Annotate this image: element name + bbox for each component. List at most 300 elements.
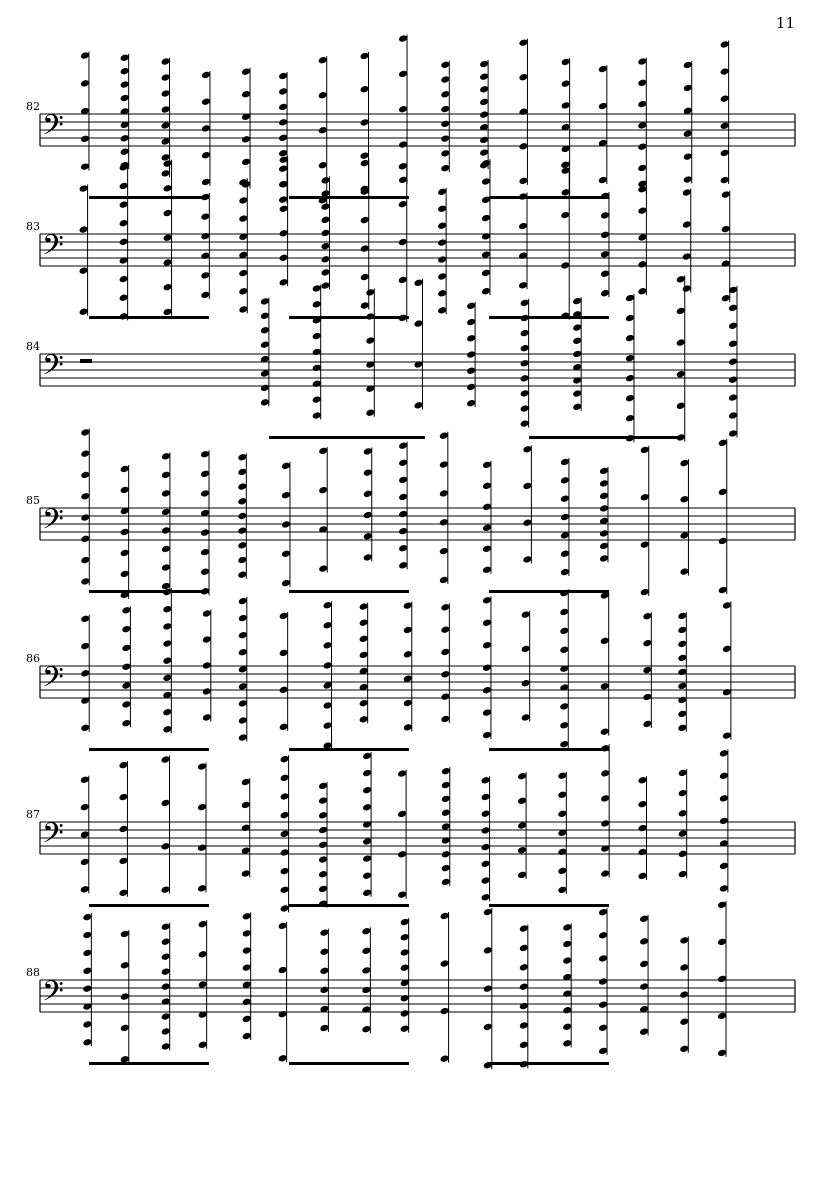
notehead	[398, 476, 408, 485]
notehead	[120, 930, 130, 939]
notehead	[720, 176, 730, 185]
notehead	[82, 1020, 92, 1029]
notehead	[403, 723, 413, 732]
notehead	[161, 755, 171, 764]
notehead	[201, 151, 211, 160]
beam	[489, 316, 609, 319]
notehead	[557, 771, 567, 780]
notehead	[278, 1010, 288, 1019]
notehead	[642, 612, 652, 621]
bass-clef-icon: 𝄢	[42, 975, 64, 1015]
notehead	[720, 149, 730, 158]
notehead	[560, 211, 570, 220]
notehead	[362, 769, 372, 778]
notehead	[677, 710, 687, 719]
notehead	[238, 631, 248, 640]
notehead	[280, 774, 290, 783]
notehead	[163, 308, 173, 317]
notehead	[677, 682, 687, 691]
notehead	[278, 72, 288, 81]
notehead	[281, 491, 291, 500]
notehead	[120, 992, 130, 1001]
notehead	[722, 731, 732, 740]
notehead	[118, 761, 128, 770]
notehead	[679, 936, 689, 945]
notehead	[562, 956, 572, 965]
notehead	[363, 447, 373, 456]
notehead	[638, 824, 648, 833]
notehead	[719, 862, 729, 871]
notehead	[323, 601, 333, 610]
notehead	[572, 323, 582, 332]
notehead	[722, 601, 732, 610]
notehead	[728, 429, 738, 438]
notehead	[518, 251, 528, 260]
notehead	[238, 214, 248, 223]
notehead	[437, 238, 447, 247]
notehead	[560, 476, 570, 485]
notehead	[676, 275, 686, 284]
notehead	[161, 508, 171, 517]
notehead	[625, 374, 635, 383]
notehead	[241, 869, 251, 878]
notehead	[161, 73, 171, 82]
notehead	[437, 204, 447, 213]
notehead	[482, 482, 492, 491]
notehead	[561, 79, 571, 88]
notehead	[440, 105, 450, 114]
notehead	[161, 1042, 171, 1051]
notehead	[359, 602, 369, 611]
notehead	[521, 610, 531, 619]
notehead	[278, 1054, 288, 1063]
notehead	[719, 749, 729, 758]
notehead	[280, 755, 290, 764]
notehead	[161, 471, 171, 480]
notehead	[121, 606, 131, 615]
notehead	[403, 650, 413, 659]
notehead	[82, 984, 92, 993]
notehead	[520, 359, 530, 368]
notehead	[483, 946, 493, 955]
notehead	[119, 182, 129, 191]
notehead	[441, 808, 451, 817]
notehead	[720, 94, 730, 103]
notehead	[280, 848, 290, 857]
notehead	[642, 639, 652, 648]
notehead	[559, 608, 569, 617]
notehead	[241, 67, 251, 76]
notehead	[323, 701, 333, 710]
notehead	[280, 886, 290, 895]
notehead	[441, 795, 451, 804]
notehead	[728, 357, 738, 366]
notehead	[400, 963, 410, 972]
notehead	[120, 80, 130, 89]
notehead	[521, 645, 531, 654]
notehead	[482, 545, 492, 554]
notehead	[360, 118, 370, 127]
notehead	[397, 850, 407, 859]
notehead	[638, 800, 648, 809]
notehead	[361, 1005, 371, 1014]
beam	[89, 1062, 209, 1065]
notehead	[728, 393, 738, 402]
notehead	[242, 963, 252, 972]
notehead	[481, 214, 491, 223]
notehead	[197, 884, 207, 893]
notehead	[481, 232, 491, 241]
notehead	[398, 70, 408, 79]
notehead	[440, 120, 450, 129]
notehead	[202, 687, 212, 696]
notehead	[200, 232, 210, 241]
notehead	[518, 192, 528, 201]
notehead	[719, 817, 729, 826]
notehead	[278, 922, 288, 931]
notehead	[572, 376, 582, 385]
notehead	[413, 319, 423, 328]
notehead	[260, 340, 270, 349]
notehead	[413, 279, 423, 288]
notehead	[279, 723, 289, 732]
notehead	[413, 360, 423, 369]
notehead	[520, 404, 530, 413]
notehead	[121, 663, 131, 672]
notehead	[440, 959, 450, 968]
notehead	[400, 918, 410, 927]
notehead	[639, 1027, 649, 1036]
notehead	[598, 65, 608, 74]
notehead	[683, 129, 693, 138]
notehead	[728, 375, 738, 384]
notehead	[479, 148, 489, 157]
notehead	[677, 654, 687, 663]
notehead	[481, 843, 491, 852]
staff-system	[26, 744, 795, 913]
notehead	[625, 394, 635, 403]
notehead	[520, 389, 530, 398]
measure-number: 86	[26, 652, 40, 665]
notehead	[237, 570, 247, 579]
notehead	[80, 556, 90, 565]
notehead	[572, 389, 582, 398]
notehead	[682, 220, 692, 229]
notehead	[599, 554, 609, 563]
notehead	[637, 57, 647, 66]
notehead	[437, 255, 447, 264]
notehead	[466, 383, 476, 392]
notehead	[679, 459, 689, 468]
notehead	[479, 98, 489, 107]
notehead	[600, 269, 610, 278]
notehead	[318, 855, 328, 864]
notehead	[278, 87, 288, 96]
notehead	[520, 344, 530, 353]
notehead	[717, 901, 727, 910]
notehead	[279, 205, 289, 214]
notehead	[598, 176, 608, 185]
notehead	[319, 986, 329, 995]
notehead	[161, 997, 171, 1006]
notehead	[522, 482, 532, 491]
notehead	[717, 1049, 727, 1058]
beam	[89, 904, 209, 907]
notehead	[323, 621, 333, 630]
notehead	[679, 567, 689, 576]
notehead	[162, 725, 172, 734]
notehead	[319, 928, 329, 937]
notehead	[200, 450, 210, 459]
notehead	[519, 1041, 529, 1050]
notehead	[361, 1025, 371, 1034]
notehead	[413, 401, 423, 410]
notehead	[722, 688, 732, 697]
notehead	[318, 826, 328, 835]
notehead	[398, 276, 408, 285]
notehead	[360, 273, 370, 282]
notehead	[237, 453, 247, 462]
notehead	[260, 398, 270, 407]
notehead	[79, 225, 89, 234]
notehead	[319, 1024, 329, 1033]
notehead	[162, 588, 172, 597]
notehead	[520, 419, 530, 428]
notehead	[718, 537, 728, 546]
notehead	[360, 244, 370, 253]
notehead	[637, 100, 647, 109]
notehead	[518, 177, 528, 186]
notehead	[557, 848, 567, 857]
notehead	[678, 850, 688, 859]
notehead	[728, 411, 738, 420]
notehead	[362, 752, 372, 761]
notehead	[200, 291, 210, 300]
notehead	[625, 334, 635, 343]
notehead	[241, 824, 251, 833]
notehead	[562, 989, 572, 998]
notehead	[201, 124, 211, 133]
notehead	[719, 794, 729, 803]
notehead	[200, 567, 210, 576]
measure-number: 88	[26, 966, 40, 979]
notehead	[598, 908, 608, 917]
staff-system	[26, 428, 795, 599]
notehead	[161, 967, 171, 976]
notehead	[278, 149, 288, 158]
notehead	[198, 1041, 208, 1050]
notehead	[161, 1027, 171, 1036]
notehead	[518, 73, 528, 82]
notehead	[600, 727, 610, 736]
notehead	[722, 645, 732, 654]
notehead	[80, 669, 90, 678]
notehead	[600, 819, 610, 828]
notehead	[481, 776, 491, 785]
notehead	[319, 947, 329, 956]
notehead	[241, 778, 251, 787]
notehead	[80, 513, 90, 522]
notehead	[121, 681, 131, 690]
notehead	[201, 71, 211, 80]
notehead	[398, 162, 408, 171]
notehead	[719, 772, 729, 781]
notehead	[323, 641, 333, 650]
notehead	[440, 670, 450, 679]
notehead	[242, 998, 252, 1007]
notehead	[82, 967, 92, 976]
notehead	[362, 889, 372, 898]
notehead	[398, 544, 408, 553]
notehead	[318, 811, 328, 820]
measure-number: 82	[26, 100, 40, 113]
notehead	[439, 431, 449, 440]
notehead	[440, 149, 450, 158]
notehead	[466, 399, 476, 408]
notehead	[519, 963, 529, 972]
notehead	[202, 609, 212, 618]
notehead	[400, 1009, 410, 1018]
notehead	[360, 52, 370, 61]
notehead	[278, 103, 288, 112]
notehead	[237, 512, 247, 521]
notehead	[238, 305, 248, 314]
notehead	[278, 966, 288, 975]
notehead	[362, 854, 372, 863]
notehead	[677, 724, 687, 733]
notehead	[202, 661, 212, 670]
notehead	[440, 164, 450, 173]
notehead	[242, 1015, 252, 1024]
notehead	[161, 452, 171, 461]
notehead	[279, 612, 289, 621]
notehead	[120, 134, 130, 143]
notehead	[361, 947, 371, 956]
notehead	[678, 870, 688, 879]
notehead	[238, 716, 248, 725]
staff-system	[26, 275, 795, 442]
notehead	[637, 233, 647, 242]
notehead	[280, 792, 290, 801]
notehead	[640, 446, 650, 455]
notehead	[359, 715, 369, 724]
measure-number: 83	[26, 220, 40, 233]
notehead	[318, 447, 328, 456]
notehead	[639, 915, 649, 924]
notehead	[679, 990, 689, 999]
notehead	[279, 686, 289, 695]
notehead	[362, 837, 372, 846]
notehead	[360, 301, 370, 310]
beam	[489, 1062, 609, 1065]
notehead	[398, 200, 408, 209]
notehead	[398, 34, 408, 43]
notehead	[721, 190, 731, 199]
notehead	[482, 566, 492, 575]
notehead	[439, 576, 449, 585]
notehead	[398, 493, 408, 502]
notehead	[362, 871, 372, 880]
notehead	[162, 674, 172, 683]
notehead	[80, 471, 90, 480]
notehead	[560, 568, 570, 577]
notehead	[403, 626, 413, 635]
notehead	[363, 468, 373, 477]
beam	[489, 904, 609, 907]
notehead	[362, 786, 372, 795]
notehead	[437, 306, 447, 315]
notehead	[260, 384, 270, 393]
notehead	[676, 370, 686, 379]
notehead	[161, 89, 171, 98]
notehead	[519, 1002, 529, 1011]
notehead	[360, 216, 370, 225]
notehead	[278, 164, 288, 173]
notehead	[318, 91, 328, 100]
notehead	[482, 663, 492, 672]
notehead	[466, 366, 476, 375]
notehead	[679, 1017, 689, 1026]
notehead	[163, 159, 173, 168]
notehead	[163, 233, 173, 242]
notehead	[718, 439, 728, 448]
notehead	[312, 348, 322, 357]
notehead	[598, 1047, 608, 1056]
notehead	[440, 648, 450, 657]
notehead	[161, 169, 171, 178]
notehead	[121, 644, 131, 653]
notehead	[238, 733, 248, 742]
notehead	[676, 307, 686, 316]
notehead	[676, 338, 686, 347]
notehead	[80, 885, 90, 894]
notehead	[359, 651, 369, 660]
notehead	[718, 586, 728, 595]
notehead	[80, 79, 90, 88]
rest-icon	[80, 359, 92, 363]
notehead	[517, 871, 527, 880]
notehead	[481, 809, 491, 818]
notehead	[161, 922, 171, 931]
notehead	[441, 767, 451, 776]
notehead	[440, 603, 450, 612]
notehead	[119, 219, 129, 228]
notehead	[120, 1024, 130, 1033]
notehead	[637, 206, 647, 215]
notehead	[721, 259, 731, 268]
notehead	[439, 489, 449, 498]
notehead	[625, 354, 635, 363]
notehead	[80, 803, 90, 812]
notehead	[557, 790, 567, 799]
notehead	[365, 312, 375, 321]
notehead	[361, 927, 371, 936]
notehead	[728, 339, 738, 348]
notehead	[642, 693, 652, 702]
notehead	[625, 414, 635, 423]
notehead	[359, 699, 369, 708]
beam	[89, 316, 209, 319]
notehead	[162, 622, 172, 631]
notehead	[638, 872, 648, 881]
notehead	[440, 715, 450, 724]
notehead	[682, 188, 692, 197]
notehead	[242, 1032, 252, 1041]
notehead	[79, 266, 89, 275]
notehead	[238, 287, 248, 296]
notehead	[600, 250, 610, 259]
notehead	[362, 820, 372, 829]
